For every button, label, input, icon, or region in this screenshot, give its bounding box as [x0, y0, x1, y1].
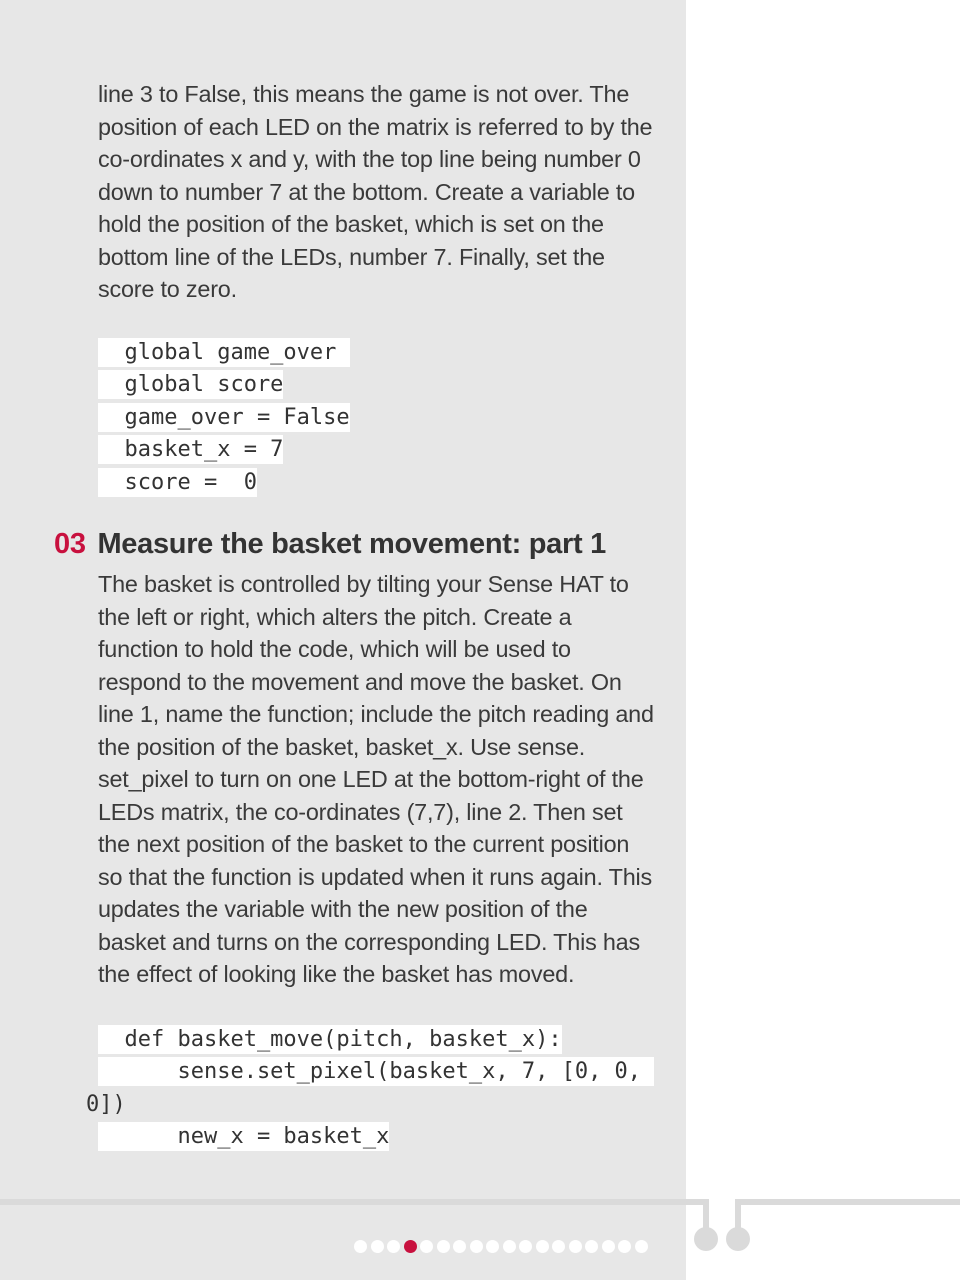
- code-line: score = 0: [98, 469, 257, 495]
- code-line: global score: [98, 372, 284, 397]
- page-dot: [486, 1240, 499, 1253]
- code-line: game_over = False: [98, 404, 350, 430]
- page-dot-active: [404, 1240, 417, 1253]
- page-dot: [453, 1240, 466, 1253]
- page-dot: [585, 1240, 598, 1253]
- section-body: The basket is controlled by tilting your Sense HAT to the left or right, which alters the pitch. Create a function to hold the code, which will be used to respond to the movement and move the basket. On line 1, name the function; include the pitch reading and the position of the basket, basket_x. Use sense. set_pixel to turn on one LED at the bottom-right of the LEDs matrix, the co-ordinates (7,7), line 2. Then set the next position of the basket to the current position so that the function is updated when it runs again. This updates the variable with the new position of the basket and turns on the corresponding LED. This has the effect of looking like the basket has moved.: [98, 571, 654, 987]
- page-dot: [519, 1240, 532, 1253]
- page-dot: [387, 1240, 400, 1253]
- page-dot: [536, 1240, 549, 1253]
- code-block-1: [98, 338, 668, 501]
- section-title: Measure the basket movement: part 1: [97, 528, 606, 560]
- page-dot: [420, 1240, 433, 1253]
- page-dot: [569, 1240, 582, 1253]
- circuit-node: [726, 1227, 750, 1251]
- page-dot: [552, 1240, 565, 1253]
- section-number: 03: [54, 528, 86, 560]
- code-line: basket_x = 7: [98, 437, 284, 462]
- code-block-2: [86, 1025, 668, 1155]
- page-dot: [602, 1240, 615, 1253]
- page-dot: [371, 1240, 384, 1253]
- circuit-decoration: [0, 1196, 960, 1276]
- page-dot: [503, 1240, 516, 1253]
- article-content: [98, 78, 668, 500]
- page-dot: [470, 1240, 483, 1253]
- intro-paragraph: line 3 to False, this means the game is not over. The position of each LED on the matrix is referred to by the co-ordinates x and y, with the top line being number 0 down to number 7 at the bottom. Create a variable to hold the position of the basket, which is set on the bottom line of the LEDs, number 7. Finally, set the score to zero.: [98, 81, 653, 302]
- circuit-node: [694, 1227, 718, 1251]
- code-line: 0]): [86, 1091, 126, 1117]
- section-heading: [54, 528, 606, 561]
- page-dot: [437, 1240, 450, 1253]
- page-dot: [618, 1240, 631, 1253]
- page-dot: [635, 1240, 648, 1253]
- code-line: sense.set_pixel(basket_x, 7, [0, 0,: [98, 1059, 655, 1084]
- code-line: new_x = basket_x: [98, 1124, 390, 1149]
- page-dot: [354, 1240, 367, 1253]
- code-line: global game_over: [98, 339, 350, 365]
- section-content: [86, 568, 668, 1155]
- code-line: def basket_move(pitch, basket_x):: [98, 1026, 562, 1052]
